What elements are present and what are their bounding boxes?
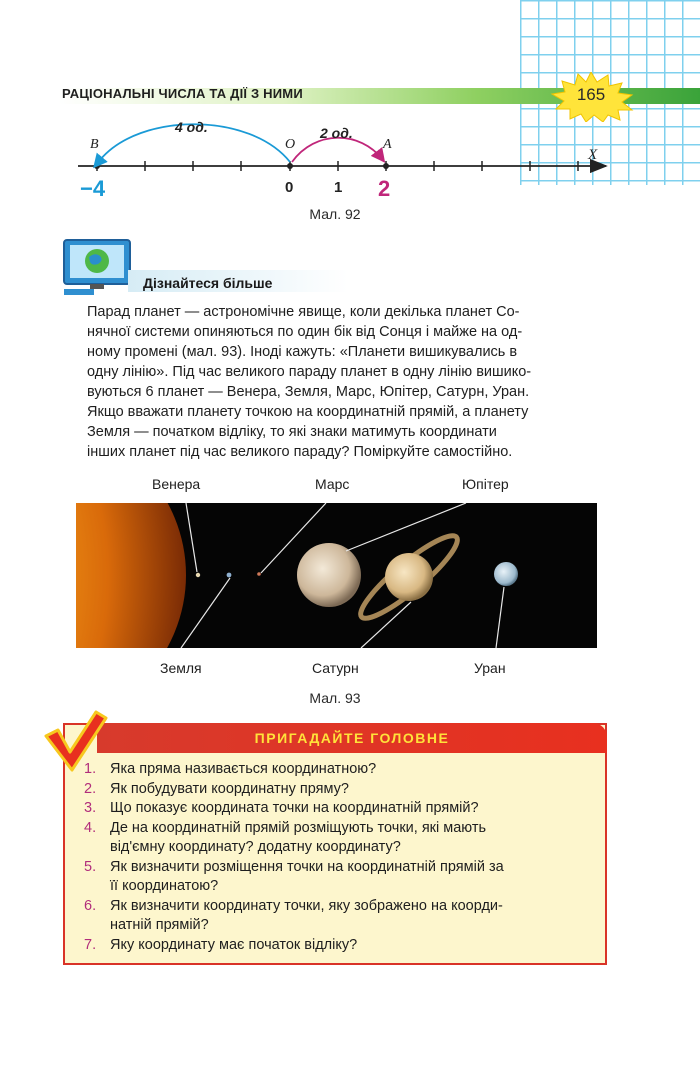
paragraph-line: ному промені (мал. 93). Іноді кажуть: «Планети вишикувались в [87, 344, 518, 360]
question-text: Як визначити розміщення точки на координатній прямій за її координатою? [110, 858, 504, 894]
question-item [84, 760, 594, 780]
figure-92-caption: Мал. 92 [309, 206, 361, 222]
question-text: Яка пряма називається координатною? [110, 761, 377, 777]
paragraph-line: Парад планет — астрономічне явище, коли декілька планет Со- [87, 304, 520, 320]
question-item [84, 780, 594, 800]
arc-right [292, 138, 383, 162]
venus-shape [196, 573, 200, 577]
question-text: Де на координатній прямій розміщують точки, які мають від'ємну координату? додатну координату? [110, 819, 487, 855]
tick-label-neg4: −4 [80, 176, 106, 200]
point-a-dot [383, 163, 389, 169]
question-text: Що показує координата точки на координатній прямій? [110, 800, 479, 816]
question-item [84, 897, 594, 936]
mars-shape [257, 572, 261, 576]
section-title: РАЦІОНАЛЬНІ ЧИСЛА ТА ДІЇ З НИМИ [62, 86, 303, 101]
figure-93-caption: Мал. 93 [309, 690, 361, 706]
label-o: O [285, 137, 296, 152]
info-paragraph [87, 302, 613, 462]
solar-system-image [76, 503, 597, 648]
label-a: A [383, 137, 392, 152]
paragraph-line: інших планет під час великого параду? Поміркуйте самостійно. [87, 444, 513, 460]
earth-shape [227, 573, 232, 578]
monitor-globe-icon [62, 238, 132, 296]
question-number: 1. [84, 761, 97, 777]
tick-label-1: 1 [334, 179, 343, 196]
question-number: 3. [84, 800, 97, 816]
point-o-dot [287, 163, 293, 169]
point-b-dot [94, 163, 100, 169]
question-number: 7. [84, 936, 97, 953]
question-text: Як визначити координату точки, яку зображено на коорди- натній прямій? [110, 897, 503, 933]
questions-list [84, 760, 594, 955]
question-item [84, 799, 594, 819]
paragraph-line: Якщо вважати планету точкою на координатній прямій, а планету [87, 404, 529, 420]
planet-label-saturn: Сатурн [312, 660, 359, 676]
page-number: 165 [576, 85, 606, 104]
planet-label-mars: Марс [315, 476, 350, 492]
planet-label-venus: Венера [152, 476, 201, 492]
paragraph-line: Земля — початком відліку, то які знаки матимуть координати [87, 424, 497, 440]
paragraph-line: одну лінію». Під час великого параду планет в одну лінію вишико- [87, 364, 532, 380]
label-b: B [90, 137, 99, 152]
saturn-shape [385, 553, 433, 601]
sun-shape [76, 503, 186, 648]
question-item [84, 858, 594, 897]
question-item [84, 936, 594, 956]
paragraph-line: вуються 6 планет — Венера, Земля, Марс, Юпітер, Сатурн, Уран. [87, 384, 530, 400]
question-item [84, 819, 594, 858]
planet-label-jupiter: Юпітер [462, 476, 509, 492]
jupiter-shape [297, 543, 361, 607]
planet-label-earth: Земля [160, 660, 202, 676]
question-text: Як побудувати координатну пряму? [110, 780, 349, 797]
uranus-shape [494, 562, 518, 586]
question-number: 4. [84, 819, 97, 836]
planet-label-uranus: Уран [474, 660, 506, 676]
paragraph-line: нячної системи опиняються по один бік від Сонця і майже на од- [87, 324, 523, 340]
question-number: 6. [84, 897, 97, 914]
info-title: Дізнайтеся більше [143, 275, 273, 291]
question-number: 5. [84, 858, 97, 875]
question-text: Яку координату має початок відліку? [110, 936, 358, 953]
arc-right-label: 2 од. [320, 125, 353, 141]
question-number: 2. [84, 780, 97, 797]
number-line-figure [70, 110, 620, 200]
label-x: X [588, 147, 598, 163]
tick-label-2: 2 [378, 176, 391, 200]
tick-label-0: 0 [285, 179, 294, 196]
arc-left-label: 4 од. [175, 119, 208, 135]
recall-title: ПРИГАДАЙТЕ ГОЛОВНЕ [254, 730, 450, 746]
